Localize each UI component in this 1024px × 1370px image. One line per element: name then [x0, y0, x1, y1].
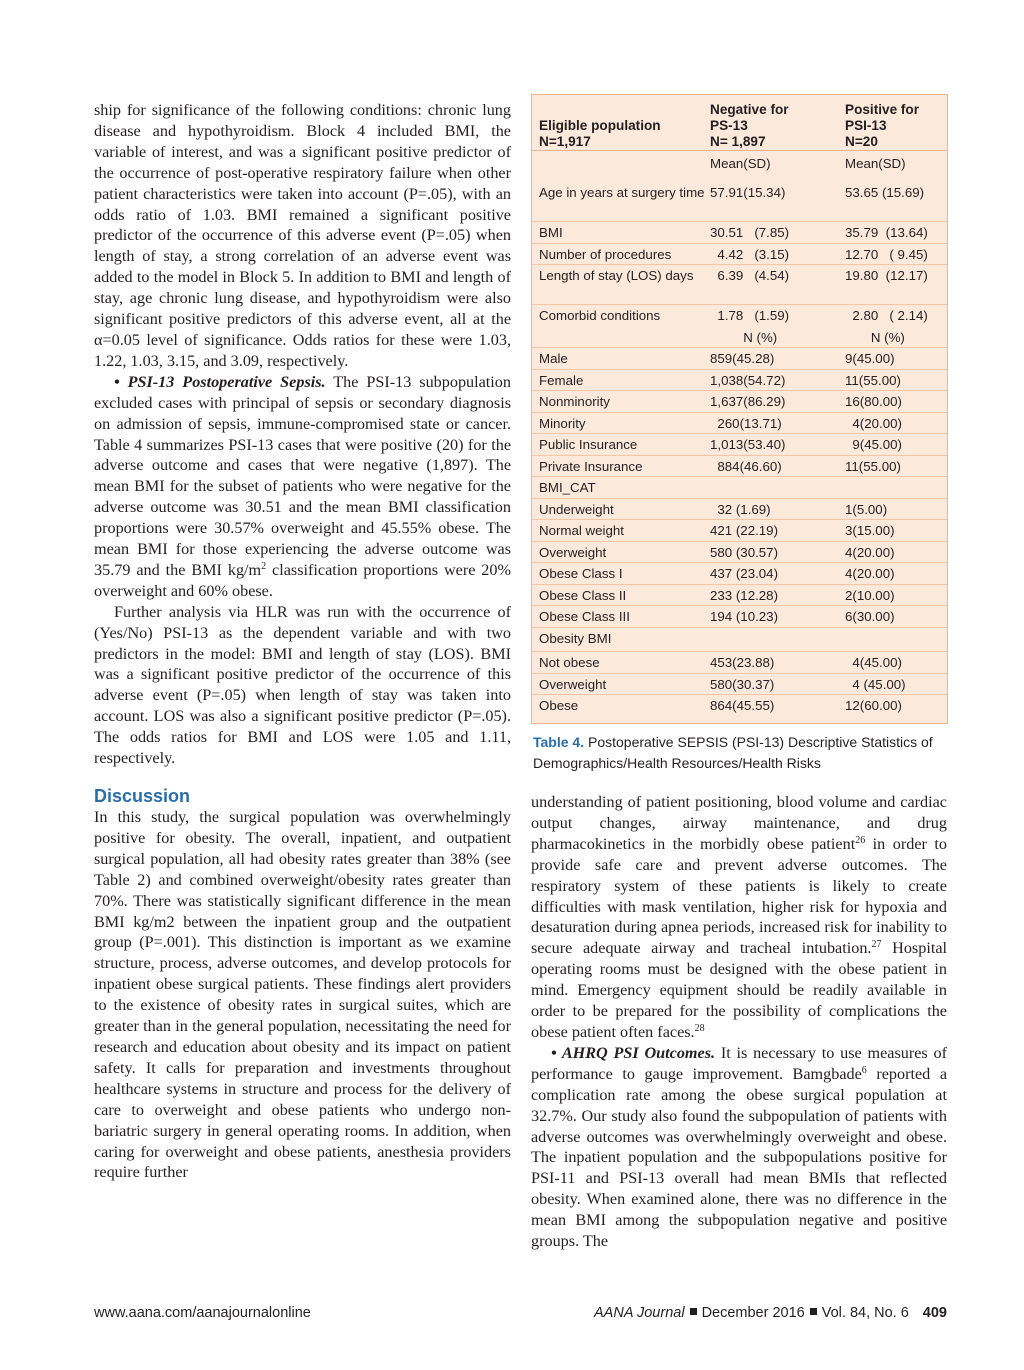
ahrq-bullet-title: • AHRQ PSI Outcomes.	[551, 1043, 716, 1062]
paragraph-psi13	[94, 372, 511, 602]
positive-value: 4(45.00)	[845, 655, 902, 670]
table-row	[532, 434, 947, 456]
superscript: 2	[261, 560, 267, 572]
table-row	[532, 563, 947, 585]
ahrq-text-2: reported a complication rate among the obese surgical population at 32.7%. Our study also found the subpopulation of patients with adverse outcomes was overwhelmingly overweight and obese. The inpatient population and the subpopulations positive for PSI-11 and PSI-13 overall had mean BMIs that reflected obesity. When examined alone, there was no difference in the mean BMI among the subpopulation negative and positive groups. The	[531, 1064, 947, 1251]
paragraph-obese-care	[531, 792, 947, 1043]
header-eligible-population: Eligible population N=1,917	[539, 118, 661, 149]
table-row	[532, 585, 947, 606]
table-row	[532, 391, 947, 413]
positive-value: Mean(SD)	[845, 156, 906, 171]
positive-value: 16(80.00)	[845, 394, 902, 409]
obese-care-text: understanding of patient positioning, blood volume and cardiac output changes, airway maintenance, and drug pharmacokinetics in the morbidly obese patient	[531, 793, 947, 853]
row-label: BMI_CAT	[539, 480, 596, 495]
page-number: 409	[922, 1305, 947, 1321]
row-label: Obesity BMI	[539, 631, 612, 646]
negative-value: 1,013(53.40)	[710, 437, 786, 452]
discussion-heading: Discussion	[94, 786, 191, 806]
table-row	[532, 370, 947, 391]
positive-value: 35.79 (13.64)	[845, 225, 928, 240]
row-label: Comorbid conditions	[539, 308, 661, 323]
table-row	[532, 477, 947, 499]
positive-value: 6(30.00)	[845, 609, 895, 624]
row-label: Length of stay (LOS) days	[539, 268, 694, 283]
negative-value: 1.78 (1.59)	[710, 308, 790, 323]
table-caption	[533, 732, 953, 773]
row-label: Female	[539, 373, 584, 388]
table-row	[532, 327, 947, 348]
row-label: Male	[539, 351, 568, 366]
negative-value: 1,637(86.29)	[710, 394, 786, 409]
table-row	[532, 499, 947, 520]
positive-value: 3(15.00)	[845, 523, 895, 538]
row-label: Obese	[539, 698, 579, 713]
ahrq-text: It is necessary to use measures of performance to gauge improvement. Bamgbade	[531, 1043, 947, 1083]
paragraph-hlr-analysis: Further analysis via HLR was run with the occurrence of (Yes/No) PSI-13 as the dependent variable and with two predictors in the model: BMI and length of stay (LOS). BMI was a significant positive predictor of the occurrence of this adverse event (P=.05) when length of stay was taken into account. LOS was also a significant positive predictor (P=.05). The odds ratios for BMI and LOS were 1.05 and 1.11, respectively.	[94, 602, 511, 768]
negative-value: 884(46.60)	[710, 459, 782, 474]
paragraph-discussion: In this study, the surgical population was overwhelmingly positive for obesity. The overall, inpatient, and outpatient surgical population, all had obesity rates greater than 38% (see Table 2) and combined overweight/obesity rates greater than 70%. There was statistically significant difference in the mean BMI kg/m2 between the inpatient group and the outpatient group (P=.001). This distinction is important as we examine structure, process, adverse outcomes, and develop protocols for inpatient obese surgical patients. These findings alert providers to the existence of obesity rates in surgical suites, which are greater than in the general population, necessitating the need for research and education about obesity and its impact on patient safety. It calls for preparation and investments throughout healthcare systems in structure and process for the delivery of care to overweight and obese patients who undergo non-bariatric surgery in general operating rooms. In addition, when caring for overweight and obese patients, anesthesia providers require further	[94, 808, 511, 1182]
negative-value: 233 (12.28)	[710, 588, 779, 603]
row-label: Not obese	[539, 655, 600, 670]
positive-value: 11(55.00)	[845, 459, 901, 474]
right-column	[531, 792, 947, 1252]
row-label: Nonminority	[539, 394, 610, 409]
negative-value: Mean(SD)	[710, 156, 771, 171]
table-row	[532, 182, 947, 222]
negative-value: 453(23.88)	[710, 655, 775, 670]
positive-value: 11(55.00)	[845, 373, 901, 388]
negative-value: 1,038(54.72)	[710, 373, 786, 388]
paragraph-ahrq	[531, 1043, 947, 1252]
table-row	[532, 652, 947, 674]
positive-value: 1(5.00)	[845, 502, 888, 517]
citation-28: 28	[694, 1022, 705, 1034]
negative-value: 580 (30.57)	[710, 545, 779, 560]
row-label: Normal weight	[539, 523, 624, 538]
negative-value: 437 (23.04)	[710, 566, 779, 581]
table-row	[532, 305, 947, 327]
obese-care-text-2: in order to provide safe care and prevent adverse outcomes. The respiratory system of these patients is likely to create difficulties with mask ventilation, higher risk for hypoxia and desaturation during apnea periods, increased risk for inability to secure adequate airway and tracheal intubation.	[531, 834, 947, 958]
header-positive: Positive for PSI-13 N=20	[845, 102, 920, 149]
footer-citation	[594, 1305, 947, 1321]
positive-value: 2(10.00)	[845, 588, 895, 603]
row-label: Age in years at surgery time	[539, 185, 705, 200]
table-row	[532, 542, 947, 563]
row-label: Number of procedures	[539, 247, 672, 262]
psi13-bullet-title: • PSI-13 Postoperative Sepsis.	[114, 372, 326, 391]
positive-value: 4 (45.00)	[845, 677, 906, 692]
row-label: Public Insurance	[539, 437, 638, 452]
positive-value: N (%)	[845, 330, 905, 345]
positive-value: 4(20.00)	[845, 566, 895, 581]
positive-value: 4(20.00)	[845, 416, 902, 431]
obese-care-text-3: Hospital operating rooms must be designed with the obese patient in mind. Emergency equipment should be readily available in order to be prepared for the possibility of complications the obese patient often faces.	[531, 939, 947, 1041]
negative-value: 859(45.28)	[710, 351, 775, 366]
left-column	[94, 100, 511, 1183]
header-negative: Negative for PS-13 N= 1,897	[710, 102, 789, 149]
positive-value: 4(20.00)	[845, 545, 895, 560]
negative-value: 864(45.55)	[710, 698, 775, 713]
negative-value: N (%)	[710, 330, 778, 345]
table-row	[532, 348, 947, 370]
separator-square-icon	[690, 1308, 697, 1315]
positive-value: 53.65 (15.69)	[845, 185, 925, 200]
table-row	[532, 265, 947, 305]
citation-6: 6	[861, 1064, 867, 1076]
positive-value: 12.70 ( 9.45)	[845, 247, 928, 262]
table-header	[532, 95, 947, 151]
row-label: Underweight	[539, 502, 614, 517]
negative-value: 30.51 (7.85)	[710, 225, 790, 240]
footer-url: www.aana.com/aanajournalonline	[94, 1305, 311, 1321]
row-label: BMI	[539, 225, 563, 240]
table-row	[532, 520, 947, 542]
table-row	[532, 628, 947, 652]
table-row	[532, 153, 947, 182]
row-label: Private Insurance	[539, 459, 643, 474]
psi13-text: The PSI-13 subpopulation excluded cases with principal of sepsis or secondary diagnosis on admission of sepsis, immune-compromised state or cancer. Table 4 summarizes PSI-13 cases that were positive (20) for the adverse outcome and cases that were negative (1,897). The mean BMI for the subset of patients who were negative for the adverse outcome was 30.51 and the mean BMI classification proportions were 30.57% overweight and 45.55% obese. The mean BMI for those experiencing the adverse outcome was 35.79 and the BMI kg/m	[94, 372, 511, 579]
table-caption-label: Table 4.	[533, 734, 585, 750]
negative-value: 32 (1.69)	[710, 502, 771, 517]
positive-value: 2.80 ( 2.14)	[845, 308, 928, 323]
psi13-text-end: classification proportions were 20% overweight and 60% obese.	[94, 560, 511, 600]
negative-value: 57.91(15.34)	[710, 185, 786, 200]
positive-value: 12(60.00)	[845, 698, 902, 713]
table-caption-text: Postoperative SEPSIS (PSI-13) Descriptive Statistics of Demographics/Health Resources/Health Risks	[533, 734, 933, 771]
table-row	[532, 222, 947, 244]
negative-value: 6.39 (4.54)	[710, 268, 790, 283]
footer-journal: AANA Journal	[594, 1305, 685, 1321]
positive-value: 9(45.00)	[845, 351, 895, 366]
row-label: Obese Class II	[539, 588, 627, 603]
negative-value: 421 (22.19)	[710, 523, 779, 538]
negative-value: 580(30.37)	[710, 677, 775, 692]
footer-volume: Vol. 84, No. 6	[821, 1305, 909, 1321]
paragraph-respiratory-failure: ship for significance of the following conditions: chronic lung disease and hypothyroidism. Block 4 included BMI, the variable of interest, and was a significant positive predictor of the occurrence of post-operative respiratory failure when other patient characteristics were taken into account (P=.05), with an odds ratio of 1.03. BMI remained a significant positive predictor of the occurrence of this adverse event (P=.05) when length of stay, a strong correlation of an adverse event was added to the model in Block 5. In addition to BMI and length of stay, age chronic lung disease, and hypothyroidism were also significant positive predictors of this adverse event, all at the α=0.05 level of significance. Odds ratios for these were 1.03, 1.22, 1.03, 3.15, and 3.09, respectively.	[94, 101, 511, 370]
citation-26: 26	[855, 834, 866, 846]
negative-value: 194 (10.23)	[710, 609, 779, 624]
table-row	[532, 413, 947, 434]
row-label: Overweight	[539, 545, 607, 560]
table-row	[532, 695, 947, 723]
positive-value: 9(45.00)	[845, 437, 902, 452]
row-label: Minority	[539, 416, 586, 431]
row-label: Obese Class I	[539, 566, 623, 581]
positive-value: 19.80 (12.17)	[845, 268, 928, 283]
table-row	[532, 244, 947, 265]
table-row	[532, 456, 947, 477]
negative-value: 260(13.71)	[710, 416, 782, 431]
citation-27: 27	[871, 939, 882, 951]
table-4	[531, 94, 948, 724]
row-label: Overweight	[539, 677, 607, 692]
table-row	[532, 674, 947, 695]
row-label: Obese Class III	[539, 609, 630, 624]
table-row	[532, 606, 947, 628]
separator-square-icon	[810, 1308, 817, 1315]
footer-date: December 2016	[701, 1305, 805, 1321]
negative-value: 4.42 (3.15)	[710, 247, 790, 262]
